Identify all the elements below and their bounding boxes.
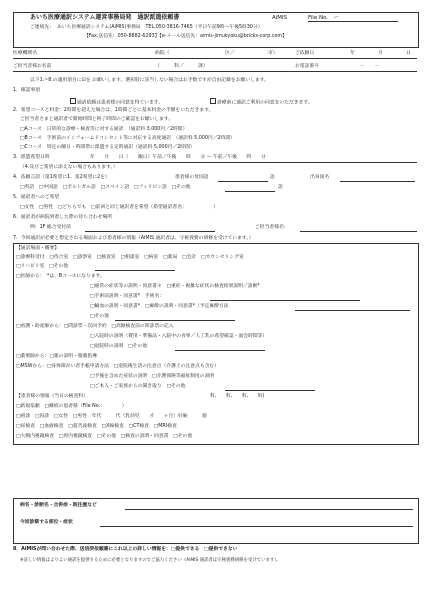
surgery-name-field[interactable] <box>210 300 360 301</box>
course-b[interactable]: □Bコース 手術前のインフォームドコンセント等に対応する高度通訳 （通訳料 5,000円／2時間） <box>20 136 235 141</box>
mother-tongue-field[interactable] <box>218 181 268 182</box>
file-no-value: ー <box>333 15 339 21</box>
checkbox-icon[interactable] <box>210 98 216 104</box>
doctor-other-field[interactable] <box>115 320 235 321</box>
doctor-opt-1[interactable]: □通常の症状等の説明・同意書＊ □重症・複雑な症状の検査結果説明／診断* <box>90 284 260 289</box>
facility-underline[interactable] <box>13 58 417 59</box>
anesthesia-field[interactable] <box>295 310 410 311</box>
hospital-label: 病院（ <box>155 51 170 56</box>
course-c[interactable]: □Cコース 特定の曜日・時間帯に派遣する定時通訳（通訳料 5,000円／2時間） <box>20 145 195 150</box>
course-a[interactable]: □Aコース 日常的な診療・検査等に対する通訳 （通訳料 3,000円／2時間） <box>20 127 188 132</box>
month-label: 月 <box>378 51 383 56</box>
patient-status[interactable]: □初診 □再診 □女性 □男性 年代 代（乳幼児 才 ヶ月）妊娠 週 <box>16 414 207 419</box>
scene-other-field[interactable] <box>95 270 175 271</box>
language-options[interactable]: □英語 □中国語 □ポルトガル語 □スペイン語 □フィリピン語 □その他 <box>20 185 191 190</box>
msw-other-field[interactable] <box>225 390 315 391</box>
s8-title[interactable]: 8．AiMISが問い合わせた際、送信済依頼書にこれ以上の詳しい情報を：□提供できる □提供できない <box>13 547 238 552</box>
aimis-label: AiMIS <box>272 15 288 21</box>
s7-title: 7．今回通訳が必要と想定される場面および患者様の情報（AiMIS 通訳者は、守秘義務の研修を受けています。） <box>13 236 254 241</box>
doctor-opt-2[interactable]: □手術前説明・同意書* 手術名： <box>90 294 165 299</box>
fax-email-line: 【Fax.送信先：050-8882-6293】【e-メール送信先：aimis-jimukyoku@bricks-corp.com】 <box>84 34 287 39</box>
diagnosis-field[interactable] <box>125 509 413 510</box>
doctor-label[interactable]: □医師から： *は、Bコースになります。 <box>16 274 105 279</box>
s3-datetime[interactable]: 年 月 日（ 曜日）午前／午後 時 分 〜 午前／午後 時 分 <box>90 155 266 160</box>
year-label: 年 <box>350 51 355 56</box>
exam-row-2[interactable]: □大腸内視鏡検査 □胃内視鏡検査 □その他 □検査の説明・同意書 □その他 <box>16 434 193 439</box>
s1-option-before[interactable]: 診療前に通訳ご利用の同意をいただきます。 <box>210 98 313 107</box>
contact-person-label: ご担当者様名： <box>255 225 289 230</box>
other-language-field[interactable] <box>225 191 275 192</box>
interpreter-preference[interactable]: □女性 □男性 □どちらでも □前回と同じ通訳者を希望（希望通訳者名： ） <box>20 205 218 210</box>
symptom-label: 今回診察する部位・症状 <box>20 520 73 525</box>
contact-line: ご連絡先： あいち医療通訳システム(AiMIS)事務局 TEL:050-3816-7465（平日午前9時〜午後5時30分） <box>30 25 263 30</box>
nurse-opt-2[interactable]: □退院時の説明 □その他 <box>90 344 148 349</box>
scene-row-1[interactable]: □診療科受付 □待合室 □診察室 □検査室 □相談室 □病室 □薬局 □会計 □カウンセリング室 <box>16 255 244 260</box>
msw-opt-1[interactable]: □予後を含めた症状の説明 □介護保険等福祉制度の説明 <box>90 374 215 379</box>
exam-row-1[interactable]: □尿検査 □血液検査 □超音波検査 □X線検査 □CT検査 □MRI検査 <box>16 424 177 429</box>
scene-title: 【通訳場面・概要】 <box>16 246 60 251</box>
doctor-opt-4[interactable]: □その他 <box>90 314 109 319</box>
checkbox-icon[interactable] <box>70 98 76 104</box>
phone-value: － － <box>360 64 380 69</box>
patient-info-depts[interactable]: 科, 科, 科, 科) <box>210 394 265 399</box>
day-label: 日 <box>406 51 411 56</box>
birth-country-label: 出身国名 <box>310 175 330 180</box>
lang-suffix: 語 <box>270 175 275 180</box>
s3-underline <box>70 162 417 163</box>
phone-label: お電話番号 <box>295 64 319 69</box>
pharmacist-label[interactable]: □薬剤師から：□薬の説明・服薬指導 <box>16 354 98 359</box>
s5-title: 5．通訳者へのご希望 <box>13 195 60 200</box>
s8-note: ※詳しい情報はよりよい通訳を提供するために必要となりますのでご協力ください（AiMIS 通訳者は守秘義務研修を受けています）。 <box>20 558 281 563</box>
form-title: あいち医療通訳システム運営事務局発 通訳派遣依頼書 <box>30 14 180 21</box>
diagnosis-label: 病名・診断名・合併症・既往歴など <box>20 503 97 508</box>
doctor-opt-3[interactable]: □輸血の説明・同意書* □麻酔の説明・同意書*（予定麻酔方法 <box>90 304 229 309</box>
s6-title: 6．通訳者が病院到着した際の待ち合わせ場所 <box>13 215 112 220</box>
s2-title: 2．希望コースと料金：2時間を超えた場合は、1時間ごとに基本料金の半額をいただきます。 <box>13 108 214 113</box>
intro-text: 以下1.~8.の適用項目に☑を お願いします。選択肢に該当しない場合はお手数ですが自由記載をお願いします。 <box>30 78 269 83</box>
symptom-field[interactable] <box>100 526 413 527</box>
meeting-example: 例：1F 総合受付前 <box>30 225 71 230</box>
nurse-label[interactable]: □看護・助産師から：□問診票・次回予約 □高額検査前の問診票の記入 <box>16 324 174 329</box>
ward-label: 区／ <box>225 51 235 56</box>
visit-type[interactable]: □新規依頼 □継続の患者様（File No.： ） <box>16 404 127 409</box>
nurse-other-field[interactable] <box>175 350 265 351</box>
nurse-opt-1[interactable]: □入院時の説明（費用・準備品・入院中の食事／人工乳の希望確認・面会時間等） <box>90 334 268 339</box>
patient-info-label: 【患者様の情報（当日の検査科） <box>16 394 88 399</box>
s3-note: （4.及びご希望に添えない場合もあります。） <box>20 165 118 170</box>
s1-title: 1．確認事項 <box>13 88 41 93</box>
contact-person-field[interactable] <box>300 231 417 232</box>
city-label: 市） <box>268 51 278 56</box>
birth-country-field[interactable] <box>340 181 415 182</box>
s4-title: 4．依頼言語（第1希望に1、第2希望に2を） <box>13 175 110 180</box>
s3-title: 3．派遣希望日時 <box>13 155 50 160</box>
scene-row-2[interactable]: □リハビリ室 □その他 <box>16 264 69 269</box>
requester-label: ご担当者様お名前 <box>13 64 52 69</box>
msw-label[interactable]: □MSWから：□身体障がい者手帳申請方法 □退院後生活の注意点（介護上の注意点も含む） <box>16 364 220 369</box>
meeting-place-field[interactable] <box>85 231 215 232</box>
request-date-label: ご依頼日 <box>295 51 315 56</box>
s1-option-consent[interactable]: 通訳依頼は患者様の同意を得ています。 <box>70 98 163 107</box>
msw-opt-2[interactable]: □ご本人・ご家族からの聞き取り □その他 <box>90 384 186 389</box>
dept-label: （ 科／ 課） <box>155 64 208 69</box>
requester-underline[interactable] <box>13 71 417 72</box>
facility-label: 医療機関名 <box>13 51 37 56</box>
mother-tongue-label: 患者様の母国語 <box>175 175 209 180</box>
lang-suffix-2: 語 <box>278 185 283 190</box>
file-no-label: File No. ー <box>308 15 398 22</box>
s2-note: ご担当者さまと通訳者で開始時間と終了時間のご確認をお願いします。 <box>20 117 174 122</box>
